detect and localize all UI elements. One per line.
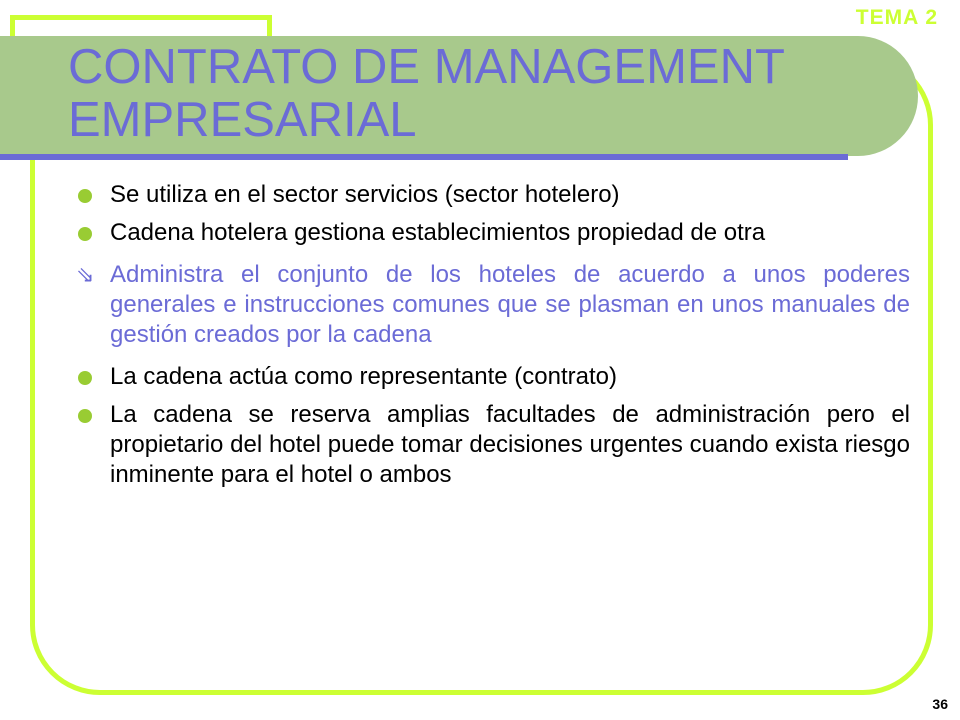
bullet-dot-icon xyxy=(78,371,92,385)
bullet-dot-icon xyxy=(78,409,92,423)
bullet-text: Se utiliza en el sector servicios (sector hotelero) xyxy=(110,181,620,208)
bullet-dot-icon xyxy=(78,227,92,241)
arrow-down-right-icon: ⇘ xyxy=(76,262,95,287)
title-line-2: EMPRESARIAL xyxy=(68,93,417,147)
bullet-list xyxy=(74,180,910,498)
slide-title xyxy=(68,41,785,147)
title-line-1: CONTRATO DE MANAGEMENT xyxy=(68,40,785,94)
bullet-text: La cadena se reserva amplias facultades de administración pero el propietario del hotel puede tomar decisiones urgentes cuando exista riesgo inminente para el hotel o ambos xyxy=(110,401,910,488)
page-number: 36 xyxy=(932,696,948,712)
bullet-item xyxy=(74,180,910,210)
bullet-dot-icon xyxy=(78,189,92,203)
bullet-text: Cadena hotelera gestiona establecimientos propiedad de otra xyxy=(110,219,766,246)
bullet-item xyxy=(74,362,910,392)
bullet-text: La cadena actúa como representante (contrato) xyxy=(110,363,617,390)
section-tag: TEMA 2 xyxy=(855,6,938,29)
sub-bullet-item xyxy=(74,260,910,350)
bullet-item xyxy=(74,400,910,490)
sub-bullet-text: Administra el conjunto de los hoteles de acuerdo a unos poderes generales e instrucciones comunes que se plasman en unos manuales de gestión creados por la cadena xyxy=(110,261,910,348)
title-underline xyxy=(0,154,848,160)
bullet-item xyxy=(74,218,910,248)
